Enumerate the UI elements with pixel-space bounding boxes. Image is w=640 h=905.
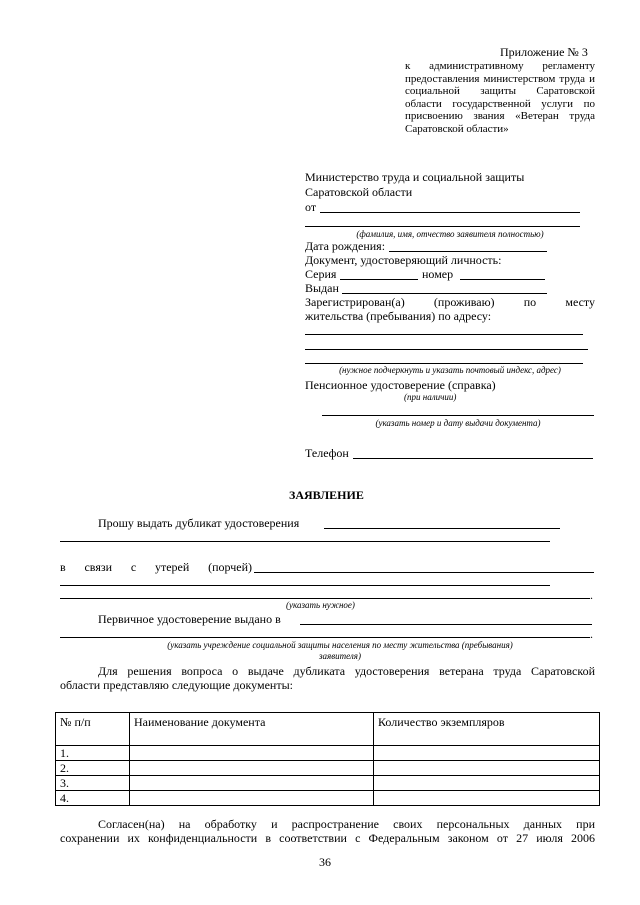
- document-count-cell[interactable]: [374, 761, 600, 776]
- document-name-cell[interactable]: [130, 776, 374, 791]
- address-hint: (нужное подчеркнуть и указать почтовый индекс, адрес): [339, 365, 561, 375]
- reason-field-line-3[interactable]: [60, 598, 590, 599]
- fio-hint: (фамилия, имя, отчество заявителя полностью): [356, 229, 544, 239]
- word: Зарегистрирован(а): [305, 295, 405, 309]
- table-header-row: [56, 713, 600, 746]
- document-count-cell[interactable]: [374, 776, 600, 791]
- appendix-text: [405, 60, 595, 135]
- row-number: 1.: [56, 746, 130, 761]
- birth-field-line[interactable]: [389, 251, 547, 252]
- doc-hint: (указать номер и дату выдачи документа): [375, 418, 541, 428]
- document-name-cell[interactable]: [130, 791, 374, 806]
- pension-field-line[interactable]: [322, 415, 594, 416]
- birth-label: Дата рождения:: [305, 239, 386, 253]
- request-field-line-2[interactable]: [60, 541, 550, 542]
- statement-title: ЗАЯВЛЕНИЕ: [289, 488, 364, 502]
- appendix-line: области государственной услуги по: [405, 97, 595, 110]
- reason-field-line-2[interactable]: [60, 585, 550, 586]
- column-header-number: № п/п: [56, 713, 130, 746]
- institution-hint-2: заявителя): [319, 651, 361, 661]
- reason-label: [60, 560, 252, 574]
- document-count-cell[interactable]: [374, 746, 600, 761]
- addressee-line-1: Министерство труда и социальной защиты: [305, 170, 525, 184]
- addressee-line-2: Саратовской области: [305, 185, 413, 199]
- pension-label: Пенсионное удостоверение (справка): [305, 378, 496, 392]
- appendix-line: предоставления министерством труда и: [405, 72, 595, 85]
- appendix-line: к административному регламенту: [405, 60, 595, 72]
- row-number: 4.: [56, 791, 130, 806]
- address-field-line-1[interactable]: [305, 334, 583, 335]
- number-field-line[interactable]: [460, 279, 545, 280]
- residence-label: жительства (пребывания) по адресу:: [305, 309, 492, 323]
- fio-field-line-2[interactable]: [305, 226, 580, 227]
- table-row: [56, 761, 600, 776]
- word: утерей: [154, 560, 190, 574]
- document-count-cell[interactable]: [374, 791, 600, 806]
- appendix-line: Саратовской области»: [405, 122, 509, 135]
- word: (проживаю): [433, 295, 495, 309]
- table-row: [56, 791, 600, 806]
- address-field-line-2[interactable]: [305, 349, 588, 350]
- appendix-line: социальной защиты Саратовской: [405, 85, 595, 97]
- word: связи: [84, 560, 112, 574]
- documents-table: [55, 712, 600, 806]
- row-number: 3.: [56, 776, 130, 791]
- address-field-line-3[interactable]: [305, 363, 583, 364]
- request-label: Прошу выдать дубликат удостоверения: [98, 516, 300, 530]
- word: по: [523, 295, 537, 309]
- fio-field-line[interactable]: [320, 212, 580, 213]
- series-field-line[interactable]: [340, 279, 418, 280]
- from-label: от: [305, 200, 317, 214]
- docs-paragraph-line-2: области представляю следующие документы:: [60, 678, 293, 692]
- pension-hint: (при наличии): [404, 392, 457, 402]
- appendix-line: присвоению звания «Ветеран труда: [405, 110, 595, 122]
- table-row: [56, 776, 600, 791]
- word: с: [130, 560, 137, 574]
- id-doc-label: Документ, удостоверяющий личность:: [305, 253, 502, 267]
- column-header-count: Количество экземпляров: [374, 713, 600, 746]
- issued-label: Выдан: [305, 281, 339, 295]
- row-number: 2.: [56, 761, 130, 776]
- document-name-cell[interactable]: [130, 746, 374, 761]
- column-header-name: Наименование документа: [130, 713, 374, 746]
- primary-issued-label: Первичное удостоверение выдано в: [98, 612, 281, 626]
- primary-issued-field-line[interactable]: [300, 624, 592, 625]
- issued-field-line[interactable]: [342, 293, 547, 294]
- consent-line-1: Согласен(на) на обработку и распространение своих персональных данных при: [98, 817, 595, 831]
- series-label: Серия: [305, 267, 337, 281]
- institution-hint-1: (указать учреждение социальной защиты населения по месту жительства (пребывания): [167, 640, 513, 650]
- table-row: [56, 746, 600, 761]
- primary-issued-field-line-2[interactable]: [60, 637, 590, 638]
- reason-field-line[interactable]: [254, 572, 594, 573]
- docs-paragraph-line-1: Для решения вопроса о выдаче дубликата удостоверения ветерана труда Саратовской: [98, 664, 595, 678]
- consent-line-2: сохранении их конфиденциальности в соответствии с Федеральным законом от 27 июля 2006: [60, 831, 595, 845]
- number-label: номер: [422, 267, 454, 281]
- phone-label: Телефон: [305, 446, 349, 460]
- period-mark: .: [590, 588, 593, 602]
- word: в: [60, 560, 66, 574]
- period-mark: .: [590, 627, 593, 641]
- registered-label: [305, 295, 595, 309]
- document-name-cell[interactable]: [130, 761, 374, 776]
- specify-hint: (указать нужное): [286, 600, 355, 610]
- appendix-title: Приложение № 3: [500, 45, 588, 59]
- word: (порчей): [208, 560, 252, 574]
- phone-field-line[interactable]: [353, 458, 593, 459]
- word: месту: [565, 295, 595, 309]
- page-number: 36: [319, 855, 331, 869]
- request-field-line[interactable]: [324, 528, 560, 529]
